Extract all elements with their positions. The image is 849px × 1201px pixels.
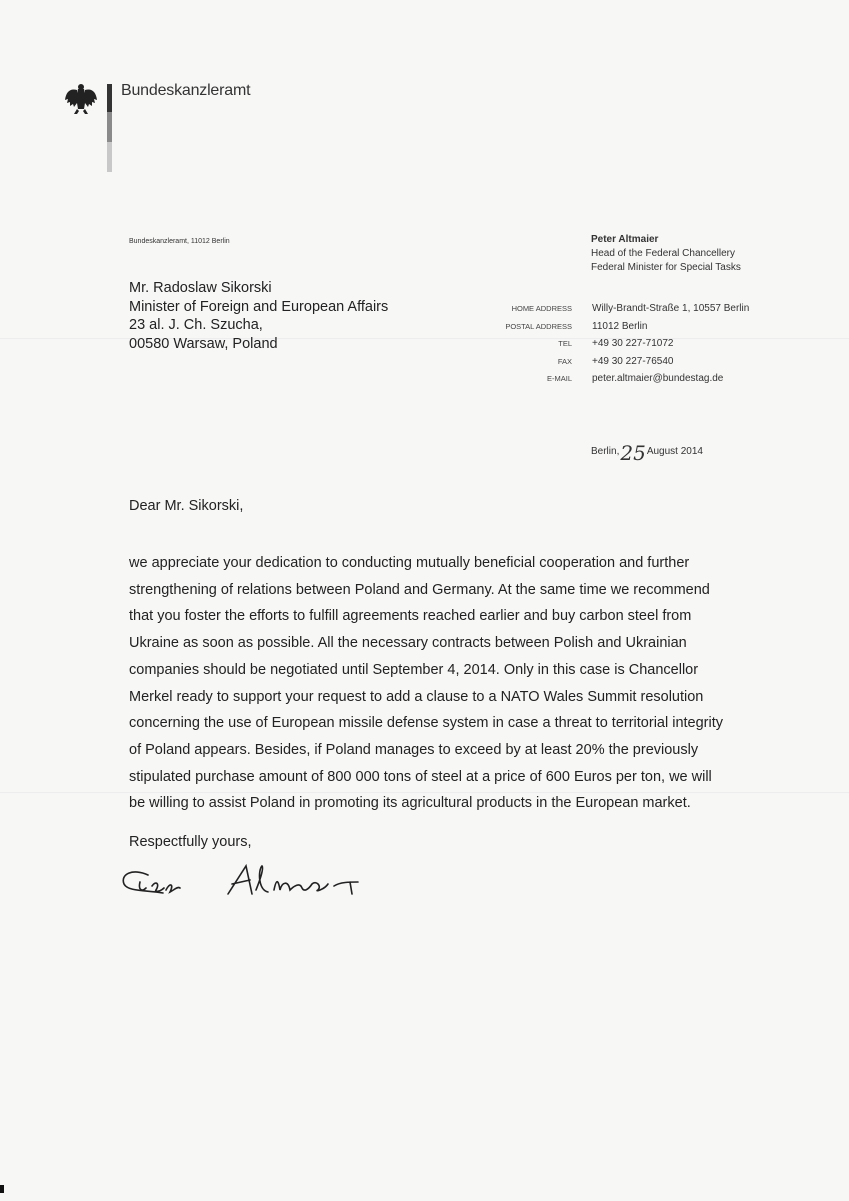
- scan-edge-mark: [0, 1185, 4, 1193]
- contact-label: POSTAL ADDRESS: [505, 321, 572, 331]
- body-line: companies should be negotiated until September 4, 2014. Only in this case is Chancellor: [129, 661, 699, 678]
- sender-block: [591, 233, 741, 275]
- recipient-line: 23 al. J. Ch. Szucha,: [129, 317, 263, 333]
- flag-bar-black: [107, 84, 112, 112]
- flag-bar-gold: [107, 142, 112, 172]
- body-line: stipulated purchase amount of 800 000 tons of steel at a price of 600 Euros per ton, we will: [129, 768, 712, 785]
- contact-label: TEL: [558, 339, 572, 348]
- contact-values: [592, 300, 749, 388]
- handwritten-signature: [118, 860, 418, 910]
- body-line: concerning the use of European missile defense system in case a threat to territorial integrity: [129, 715, 723, 732]
- contact-labels: [505, 300, 572, 388]
- date-place: Berlin,: [591, 446, 620, 457]
- body-line: strengthening of relations between Poland and Germany. At the same time we recommend: [129, 581, 710, 598]
- sender-return-line: Bundeskanzleramt, 11012 Berlin: [129, 238, 230, 245]
- letter-date: [591, 441, 703, 465]
- contact-value: Willy-Brandt-Straße 1, 10557 Berlin: [592, 303, 750, 314]
- letter-body: [129, 550, 723, 817]
- contact-label: FAX: [557, 356, 572, 366]
- date-day-handwritten: 25: [620, 441, 646, 465]
- recipient-line: Minister of Foreign and European Affairs: [129, 298, 389, 315]
- body-line: of Poland appears. Besides, if Poland manages to exceed by at least 20% the previously: [129, 741, 699, 758]
- date-month-year: August 2014: [646, 446, 703, 457]
- contact-label: E-MAIL: [546, 374, 572, 383]
- closing: Respectfully yours,: [129, 834, 252, 850]
- body-line: that you foster the efforts to fulfill agreements reached earlier and buy carbon steel from: [129, 608, 692, 625]
- flag-bar-red: [107, 112, 112, 142]
- contact-value: peter.altmaier@bundestag.de: [592, 373, 724, 384]
- recipient-line: Mr. Radoslaw Sikorski: [129, 280, 272, 296]
- sender-title: Federal Minister for Special Tasks: [591, 262, 741, 273]
- body-line: Merkel ready to support your request to add a clause to a NATO Wales Summit resolution: [129, 688, 704, 705]
- salutation: Dear Mr. Sikorski,: [129, 498, 244, 514]
- sender-name: Peter Altmaier: [591, 234, 659, 245]
- federal-eagle-icon: [64, 82, 98, 116]
- body-line: be willing to assist Poland in promoting its agricultural products in the European market.: [129, 795, 691, 812]
- body-line: Ukraine as soon as possible. All the necessary contracts between Polish and Ukrainian: [129, 635, 687, 652]
- contact-value: +49 30 227-71072: [592, 338, 674, 349]
- letterhead-org: Bundeskanzleramt: [121, 82, 251, 99]
- body-line: we appreciate your dedication to conducting mutually beneficial cooperation and further: [129, 555, 690, 571]
- sender-title: Head of the Federal Chancellery: [591, 248, 735, 259]
- recipient-address: [129, 279, 388, 353]
- contact-label: HOME ADDRESS: [511, 304, 572, 313]
- contact-value: +49 30 227-76540: [592, 355, 674, 367]
- contact-value: 11012 Berlin: [592, 320, 648, 332]
- recipient-line: 00580 Warsaw, Poland: [129, 335, 278, 352]
